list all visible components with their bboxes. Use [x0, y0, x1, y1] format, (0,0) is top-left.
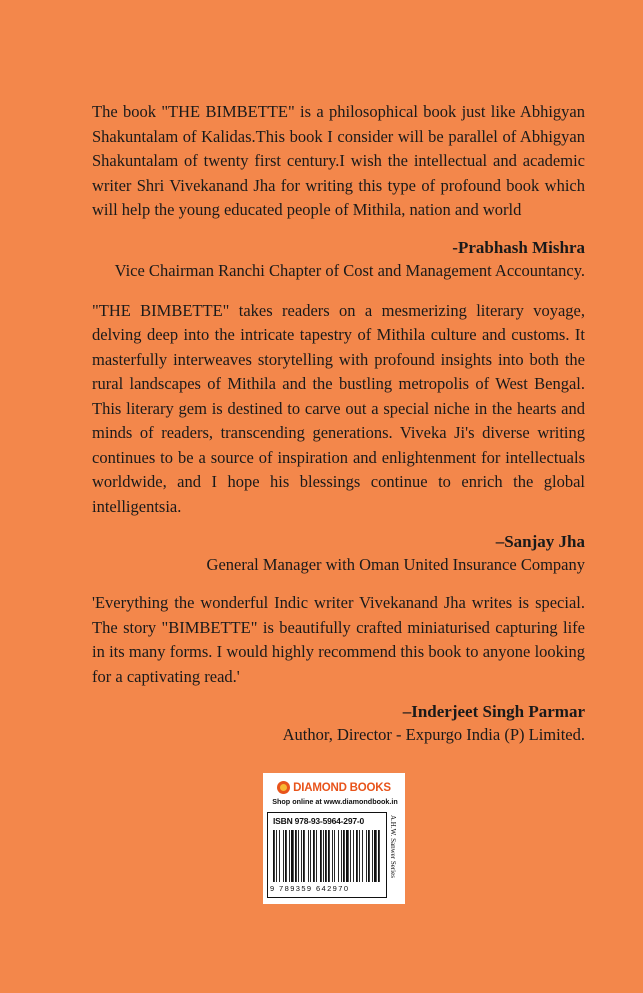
barcode-bar: [301, 830, 302, 882]
isbn-text: ISBN 978-93-5964-297-0: [273, 816, 365, 826]
quote-2-text: "THE BIMBETTE" takes readers on a mesmerizing literary voyage, delving deep into the intricate tapestry of Mithila culture and customs. It masterfully interweaves storytelling with profound insights into both the rural landscapes of Mithila and the bustling metropolis of West Bengal. This literary gem is destined to carve out a special niche in the hearts and minds of readers, transcending generations. Viveka Ji's diverse writing continues to be a source of inspiration and enlightenment for intellectuals worldwide, and I hope his blessings continue to enrich the global intelligentsia.: [92, 300, 585, 516]
barcode-bar: [334, 830, 335, 882]
back-cover-text: [92, 100, 585, 759]
barcode-bar: [368, 830, 370, 882]
barcode-bar: [378, 830, 380, 882]
barcode-bar: [338, 830, 339, 882]
quote-3-author-title: Author, Director - Expurgo India (P) Limited.: [282, 725, 585, 744]
barcode-bar: [341, 830, 342, 882]
barcode-bar: [316, 830, 317, 882]
barcode-bars: [272, 830, 382, 882]
quote-1-text: The book "THE BIMBETTE" is a philosophical book just like Abhigyan Shakuntalam of Kalidas.This book I consider will be parallel of Abhigyan Shakuntalam of twenty first century.I wish the intellectual and academic writer Shri Vivekanand Jha for writing this type of profound book which will help the young educated people of Mithila, nation and world: [92, 102, 585, 219]
barcode-bar: [320, 830, 322, 882]
barcode-bar: [362, 830, 363, 882]
barcode-bar: [276, 830, 277, 882]
publisher-logo: [267, 781, 401, 794]
barcode-bar: [343, 830, 345, 882]
barcode-bar: [303, 830, 305, 882]
barcode-bar: [298, 830, 299, 882]
quote-1-author-title: Vice Chairman Ranchi Chapter of Cost and Management Accountancy.: [114, 260, 585, 280]
barcode-bar: [328, 830, 330, 882]
barcode-bar: [313, 830, 315, 882]
barcode-bar: [372, 830, 373, 882]
barcode-bar: [273, 830, 275, 882]
barcode-bar: [308, 830, 309, 882]
barcode-digits: 9 789359 642970: [270, 884, 350, 893]
quote-3-text: 'Everything the wonderful Indic writer Vivekanand Jha writes is special. The story "BIMBETTE" is beautifully crafted miniaturised capturing life in its many forms. I would highly recommend this book to anyone looking for a captivating read.': [92, 593, 585, 686]
series-label: A.H.W. Sanwer Series: [389, 815, 397, 878]
barcode-frame: [267, 812, 387, 898]
barcode-bar: [332, 830, 333, 882]
quote-1-author: -Prabhash Mishra: [452, 237, 585, 257]
barcode-label: [263, 773, 405, 904]
barcode-bar: [295, 830, 297, 882]
quote-2-author: –Sanjay Jha: [495, 532, 585, 551]
barcode-bar: [359, 830, 360, 882]
barcode-bar: [279, 830, 280, 882]
barcode-bar: [325, 830, 327, 882]
barcode-bar: [285, 830, 287, 882]
shop-online-text: Shop online at www.diamondbook.in: [272, 797, 398, 806]
barcode-bar: [283, 830, 284, 882]
barcode-bar: [374, 830, 377, 882]
barcode-bar: [289, 830, 290, 882]
quote-2-author-title: General Manager with Oman United Insurance Company: [206, 555, 585, 574]
barcode-bar: [350, 830, 351, 882]
barcode-bar: [356, 830, 358, 882]
barcode-bar: [323, 830, 324, 882]
publisher-name: DIAMOND BOOKS: [293, 781, 391, 794]
barcode-bar: [310, 830, 311, 882]
quote-3-author: –Inderjeet Singh Parmar: [402, 702, 585, 721]
diamond-logo-icon: [277, 781, 290, 794]
barcode-bar: [353, 830, 354, 882]
barcode-bar: [346, 830, 349, 882]
barcode-bar: [291, 830, 294, 882]
barcode-bar: [366, 830, 367, 882]
